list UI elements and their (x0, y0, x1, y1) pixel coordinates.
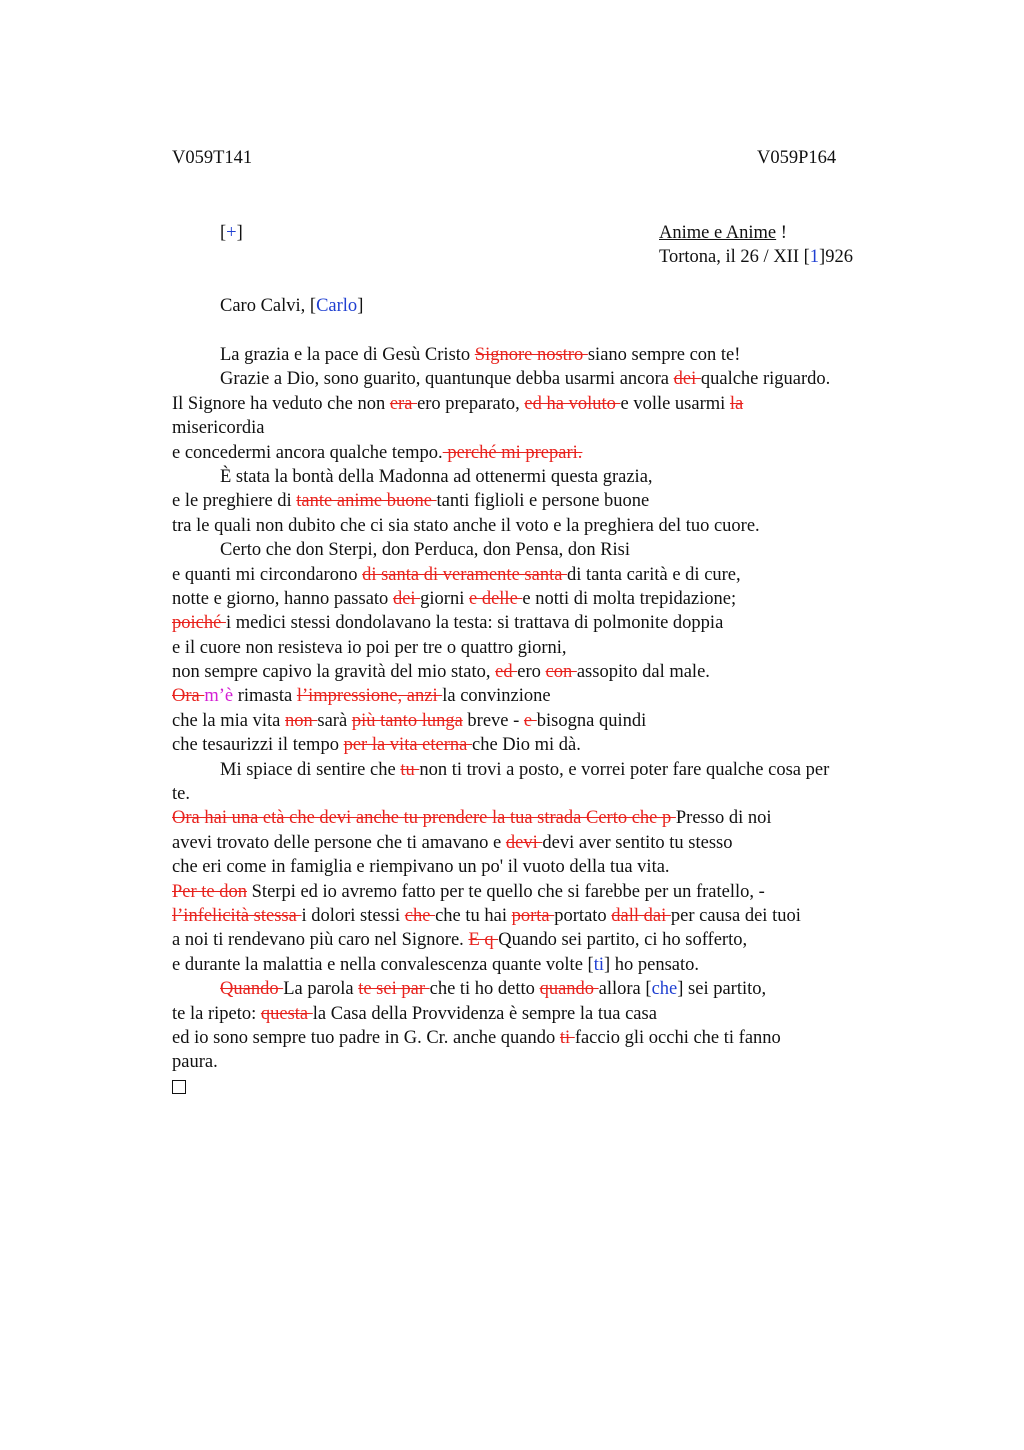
text-span: che eri come in famiglia e riempivano un po' il vuoto della tua vita. (172, 857, 670, 878)
date-prefix: Tortona, il 26 / XII [ (659, 247, 810, 267)
body-line (172, 611, 912, 635)
deleted-text: Ora (172, 686, 205, 707)
text-span: non ti trovi a posto, e vorrei poter fare qualche cosa per (419, 759, 830, 780)
text-span: Presso di noi (675, 808, 772, 829)
text-span: faccio gli occhi che ti fanno (574, 1027, 781, 1048)
letter-body (172, 343, 912, 1099)
text-span: tra le quali non dubito che ci sia stato anche il voto e la preghiera del tuo cuore. (172, 515, 760, 536)
text-span: te la ripeto: (172, 1003, 261, 1024)
body-line (172, 806, 912, 830)
body-line (172, 733, 912, 757)
text-span: che tesaurizzi il tempo (172, 735, 344, 756)
text-span: ero (517, 662, 546, 683)
text-span: non sempre capivo la gravità del mio stato, (172, 662, 496, 683)
deleted-text: dall dai (611, 905, 671, 926)
body-line (172, 709, 912, 733)
deleted-text: questa (260, 1003, 313, 1024)
body-line (172, 367, 912, 391)
deleted-text: E q (468, 930, 499, 951)
text-span: assopito dal male. (576, 662, 710, 683)
body-line (172, 953, 912, 977)
text-span: qualche riguardo. (700, 369, 831, 390)
text-span: ero preparato, (417, 393, 525, 414)
deleted-text: dei (673, 369, 701, 390)
document-code-left: V059T141 (172, 148, 253, 168)
text-span: portato (554, 905, 612, 926)
end-line (172, 1075, 912, 1099)
letter-date (659, 245, 853, 269)
text-span: Mi spiace di sentire che (220, 759, 401, 780)
deleted-text: Quando (220, 979, 284, 1000)
salutation (220, 294, 363, 318)
bracket-close: ] (236, 223, 243, 243)
text-span: e concedermi ancora qualche tempo. (172, 442, 443, 463)
salutation-text: Caro Calvi, [ (220, 296, 317, 316)
body-line (172, 880, 912, 904)
text-span: bisogna quindi (536, 710, 647, 731)
body-line (172, 563, 912, 587)
text-span: a noi ti rendevano più caro nel Signore. (172, 930, 469, 951)
deleted-text: ed ha voluto (524, 393, 621, 414)
text-span: che tu hai (435, 905, 512, 926)
deleted-text: e (523, 710, 537, 731)
body-line (172, 392, 912, 416)
bracket-open: [ (220, 223, 227, 243)
text-span: Quando sei partito, ci ho sofferto, (498, 930, 748, 951)
body-line (172, 441, 912, 465)
deleted-text: ti (559, 1027, 575, 1048)
deleted-text: tu (400, 759, 420, 780)
text-span: Sterpi ed io avremo fatto per te quello che si farebbe per un fratello, - (247, 881, 765, 902)
text-span: tanti figlioli e persone buone (436, 491, 650, 512)
deleted-text: l’infelicità stessa (172, 905, 302, 926)
text-span: Certo che don Sterpi, don Perduca, don Pensa, don Risi (220, 540, 631, 561)
text-span: che ti ho detto (429, 979, 540, 1000)
body-line (172, 782, 912, 806)
text-span: la convinzione (442, 686, 551, 707)
text-span: rimasta (233, 686, 297, 707)
deleted-text: ed (495, 662, 518, 683)
letter-title: Anime e Anime (659, 223, 777, 243)
text-span: i dolori stessi (301, 905, 405, 926)
text-span: e volle usarmi (620, 393, 730, 414)
text-span: i medici stessi dondolavano la testa: si trattava di polmonite doppia (225, 613, 724, 634)
deleted-text: quando (539, 979, 599, 1000)
body-line (172, 416, 912, 440)
deleted-text: te sei par (358, 979, 430, 1000)
text-span: breve - (462, 710, 524, 731)
text-span: notte e giorno, hanno passato (172, 588, 393, 609)
text-span: misericordia (172, 418, 265, 439)
editorial-insert: che (651, 979, 678, 1000)
text-span: ] ho pensato. (603, 954, 700, 975)
body-line (172, 1002, 912, 1026)
cross-mark (220, 221, 243, 245)
text-span: paura. (172, 1052, 218, 1073)
text-span: allora [ (598, 979, 652, 1000)
body-line (172, 977, 912, 1001)
text-span: siano sempre con te! (587, 345, 741, 365)
text-span: e le preghiere di (172, 491, 297, 512)
body-line (172, 684, 912, 708)
text-span: e durante la malattia e nella convalescenza quante volte [ (172, 954, 594, 975)
inserted-text: m’è (204, 686, 234, 707)
deleted-text: poiché (172, 613, 226, 634)
text-span: devi aver sentito tu stesso (542, 832, 733, 853)
body-line (172, 489, 912, 513)
text-span: e il cuore non resisteva io poi per tre o quattro giorni, (172, 637, 567, 658)
body-line (172, 1026, 912, 1050)
deleted-text: la (729, 393, 744, 414)
text-span: che Dio mi dà. (471, 735, 581, 756)
body-line (172, 538, 912, 562)
deleted-text: porta (511, 905, 555, 926)
text-span: Il Signore ha veduto che non (172, 393, 390, 414)
deleted-text: Per te don (172, 881, 248, 902)
text-span: La parola (283, 979, 359, 1000)
date-digit: 1 (809, 247, 820, 267)
text-span: ed io sono sempre tuo padre in G. Cr. anche quando (172, 1027, 560, 1048)
deleted-text: non (285, 710, 318, 731)
body-line (172, 514, 912, 538)
cross-symbol: + (226, 223, 237, 243)
body-line (172, 660, 912, 684)
body-line (172, 587, 912, 611)
text-span: te. (172, 784, 190, 805)
deleted-text: che (404, 905, 436, 926)
deleted-text: per la vita eterna (343, 735, 472, 756)
deleted-text: tante anime buone (296, 491, 437, 512)
body-line (172, 904, 912, 928)
deleted-text: con (545, 662, 577, 683)
deleted-text: di santa di veramente santa (362, 564, 568, 585)
text-span: di tanta carità e di cure, (567, 564, 741, 585)
deleted-text: l’impressione, anzi (296, 686, 443, 707)
body-line (172, 636, 912, 660)
body-line (172, 758, 912, 782)
body-line (172, 855, 912, 879)
body-line (172, 928, 912, 952)
body-line (172, 343, 912, 367)
editorial-insert: ti (593, 954, 604, 975)
end-square-icon (172, 1080, 186, 1094)
deleted-text: Signore nostro (474, 345, 588, 365)
text-span: giorni (420, 588, 469, 609)
deleted-text: perché mi prepari. (442, 442, 583, 463)
deleted-text: Ora hai una età che devi anche tu prendere la tua strada Certo che p (172, 808, 676, 829)
body-line (172, 831, 912, 855)
text-span: sarà (317, 710, 352, 731)
text-span: ] sei partito, (677, 979, 767, 1000)
deleted-text: era (389, 393, 418, 414)
text-span: e notti di molta trepidazione; (522, 588, 737, 609)
date-suffix: ]926 (819, 247, 853, 267)
text-span: È stata la bontà della Madonna ad ottenermi questa grazia, (220, 466, 653, 487)
deleted-text: dei (392, 588, 421, 609)
text-span: che la mia vita (172, 710, 286, 731)
text-span: avevi trovato delle persone che ti amavano e (172, 832, 506, 853)
body-line (172, 1050, 912, 1074)
deleted-text: e delle (469, 588, 523, 609)
letter-title-line (659, 221, 853, 245)
text-span: Grazie a Dio, sono guarito, quantunque debba usarmi ancora (220, 369, 674, 390)
body-line (172, 465, 912, 489)
letter-title-exclaim: ! (776, 223, 787, 243)
text-span: per causa dei tuoi (670, 905, 801, 926)
text-span: e quanti mi circondarono (172, 564, 363, 585)
document-code-right: V059P164 (757, 148, 837, 168)
deleted-text: più tanto lunga (351, 710, 463, 731)
salutation-close: ] (357, 296, 364, 316)
letter-heading (659, 221, 853, 269)
salutation-name: Carlo (316, 296, 358, 316)
deleted-text: devi (505, 832, 543, 853)
text-span: La grazia e la pace di Gesù Cristo (220, 345, 475, 365)
text-span: la Casa della Provvidenza è sempre la tua casa (312, 1003, 657, 1024)
